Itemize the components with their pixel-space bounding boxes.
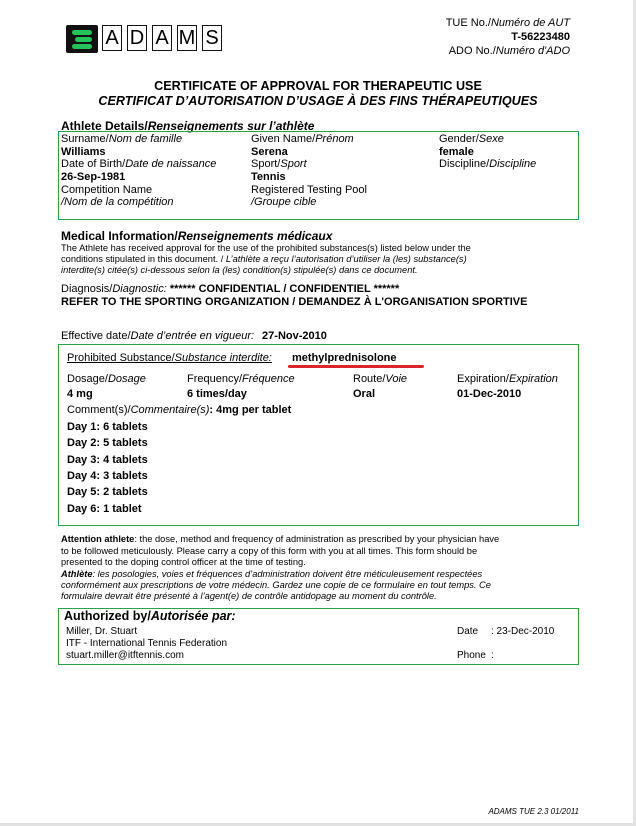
substance-box bbox=[58, 344, 579, 526]
gender-value: female bbox=[439, 146, 474, 158]
sport-label: Sport/Sport bbox=[251, 158, 307, 170]
attention-en-1: Attention athlete: the dose, method and frequency of administration as prescribed by your physician have bbox=[61, 534, 500, 544]
schedule-day-3: Day 3: 4 tablets bbox=[67, 454, 148, 466]
form-version: ADAMS TUE 2.3 01/2011 bbox=[488, 807, 579, 816]
substance-highlight-underline bbox=[288, 365, 424, 368]
auth-phone-label: Phone bbox=[457, 650, 486, 661]
athlete-heading: Athlete Details/Renseignements sur l’athlète bbox=[61, 119, 315, 133]
attention-fr-2: conformément aux prescriptions de votre médecin. Gardez une copie de ce formulaire en tout temps. Ce bbox=[61, 580, 491, 590]
auth-date-label: Date bbox=[457, 626, 479, 637]
dob-label: Date of Birth/Date de naissance bbox=[61, 158, 217, 170]
surname-label: Surname/Nom de famille bbox=[61, 133, 183, 145]
attention-fr-1: Athlète: les posologies, voies et fréquences d’administration doivent être méticuleusement respectées bbox=[61, 569, 483, 579]
schedule-day-4: Day 4: 3 tablets bbox=[67, 470, 148, 482]
route-value: Oral bbox=[353, 388, 376, 400]
given-name-label: Given Name/Prénom bbox=[251, 133, 354, 145]
competition-label-fr: /Nom de la compétition bbox=[61, 196, 174, 208]
competition-label: Competition Name bbox=[61, 184, 153, 196]
frequency-value: 6 times/day bbox=[187, 388, 247, 400]
discipline-label: Discipline/Discipline bbox=[439, 158, 537, 170]
dosage-label: Dosage/Dosage bbox=[67, 373, 146, 385]
ado-number-label: ADO No./Numéro d'ADO bbox=[448, 45, 570, 57]
surname-value: Williams bbox=[61, 146, 106, 158]
sport-value: Tennis bbox=[251, 171, 286, 183]
schedule-day-1: Day 1: 6 tablets bbox=[67, 421, 148, 433]
route-label: Route/Voie bbox=[353, 373, 408, 385]
schedule-day-5: Day 5: 2 tablets bbox=[67, 486, 148, 498]
expiration-label: Expiration/Expiration bbox=[457, 373, 558, 385]
attention-fr-3: formulaire devrait être présenté à l’agent(e) de contrôle antidopage au moment du contrôle. bbox=[61, 591, 437, 601]
attention-en-3: presented to the doping control officer at the time of testing. bbox=[61, 557, 306, 567]
approval-line-3: interdite(s) citée(s) ci-dessous selon la (les) condition(s) stipulée(s) dans ce document. bbox=[61, 265, 418, 275]
title-en: CERTIFICATE OF APPROVAL FOR THERAPEUTIC USE bbox=[154, 79, 482, 93]
schedule-day-6: Day 6: 1 tablet bbox=[67, 503, 142, 515]
expiration-value: 01-Dec-2010 bbox=[457, 388, 522, 400]
approval-line-1: The Athlete has received approval for the use of the prohibited substances(s) listed below under the bbox=[61, 243, 471, 253]
schedule-day-2: Day 2: 5 tablets bbox=[67, 437, 148, 449]
substance-name: methylprednisolone bbox=[292, 352, 397, 364]
comments: Comment(s)/Commentaire(s): 4mg per tablet bbox=[67, 404, 292, 416]
attention-en-2: to be followed meticulously. Please carry a copy of this form with you at all times. This form should be bbox=[61, 546, 478, 556]
tue-number-label: TUE No./Numéro de AUT bbox=[445, 17, 570, 29]
authorizer-email: stuart.miller@itftennis.com bbox=[66, 650, 184, 661]
dob-value: 26-Sep-1981 bbox=[61, 171, 126, 183]
refer-notice: REFER TO THE SPORTING ORGANIZATION / DEMANDEZ À L'ORGANISATION SPORTIVE bbox=[61, 296, 528, 308]
medical-heading: Medical Information/Renseignements médicaux bbox=[61, 229, 333, 243]
pool-label: Registered Testing Pool bbox=[251, 184, 367, 196]
dosage-value: 4 mg bbox=[67, 388, 93, 400]
approval-line-2: conditions stipulated in this document. / L’athlète a reçu l’autorisation d’utiliser la (les) substance(s) bbox=[61, 254, 467, 264]
title-fr: CERTIFICAT D’AUTORISATION D’USAGE À DES FINS THÉRAPEUTIQUES bbox=[98, 94, 538, 108]
tue-number-value: T-56223480 bbox=[511, 31, 570, 43]
pool-label-fr: /Groupe cible bbox=[251, 196, 317, 208]
auth-date-value: : 23-Dec-2010 bbox=[491, 626, 555, 637]
auth-phone-value: : bbox=[491, 650, 494, 661]
authorizer-org: ITF - International Tennis Federation bbox=[66, 638, 228, 649]
authorized-heading: Authorized by/Autorisée par: bbox=[64, 609, 236, 623]
substance-label: Prohibited Substance/Substance interdite: bbox=[67, 352, 272, 364]
gender-label: Gender/Sexe bbox=[439, 133, 504, 145]
authorizer-name: Miller, Dr. Stuart bbox=[66, 626, 138, 637]
frequency-label: Frequency/Fréquence bbox=[187, 373, 295, 385]
diagnosis: Diagnosis/Diagnostic: ****** CONFIDENTIAL / CONFIDENTIEL ****** bbox=[61, 283, 400, 295]
adams-logo-icon bbox=[66, 25, 98, 53]
tue-certificate-page: A D A M S TUE No./Numéro de AUT T-56223480 ADO No./Numéro d'ADO CERTIFICATE OF APPROVAL FOR THERAPEUTIC USE CERTIFICAT D’AUTORISATION D’USAGE À DES FINS THÉRAPEUTIQUES Athlete Details/Renseignements sur l’athlète Surname/Nom de famille Williams Given Name/Prénom Serena Gender/Sexe female Date of Birth/Date de naissance 26-Sep-1981 Sport/Sport Tennis Discipline/Discipline Competition Name /Nom de la compétition Registered Testing Pool /Groupe cible Medical Information/Renseignements médicaux The Athlete has received approval for the use of the prohibited substances(s) listed below under the conditions stipulated in this document. / L’athlète a reçu l’autorisation d’utiliser la (les) substance(s) interdite(s) citée(s) ci-dessous selon la (les) condition(s) stipulée(s) dans ce document. Diagnosis/Diagnostic: ****** CONFIDENTIAL / CONFIDENTIEL ****** REFER TO THE SPORTING ORGANIZATION / DEMANDEZ À L'ORGANISATION SPORTIVE Effective date/Date d’entrée en vigueur: 27-Nov-2010 Prohibited Substance/Substance interdite: methylprednisolone Dosage/Dosage 4 mg Frequency/Fréquence 6 times/day Route/Voie Oral Expiration/Expiration 01-Dec-2010 Comment(s)/Commentaire(s): 4mg per tablet Day 1: 6 tablets Day 2: 5 tablets Day 3: 4 tablets Day 4: 3 tablets Day 5: 2 tablets Day 6: 1 tablet Attention athlete: the dose, method and frequency of administration as prescribed by your physician have to be followed meticulously. Please carry a copy of this form with you at all times. This form should be presented to the doping control officer at the time of testing. Athlète: les posologies, voies et fréquences d’administration doivent être méticuleusement respectées conformément aux prescriptions de votre médecin. Gardez une copie de ce formulaire en tout temps. Ce formulaire devrait être présenté à l’agent(e) de contrôle antidopage au moment du contrôle. Authorized by/Autorisée par: Miller, Dr. Stuart ITF - International Tennis Federation stuart.miller@itftennis.com Date : 23-Dec-2010 Phone : ADAMS TUE 2.3 01/2011 bbox=[0, 0, 636, 826]
effective-date: Effective date/Date d’entrée en vigueur: 27-Nov-2010 bbox=[61, 330, 327, 342]
given-name-value: Serena bbox=[251, 146, 288, 158]
